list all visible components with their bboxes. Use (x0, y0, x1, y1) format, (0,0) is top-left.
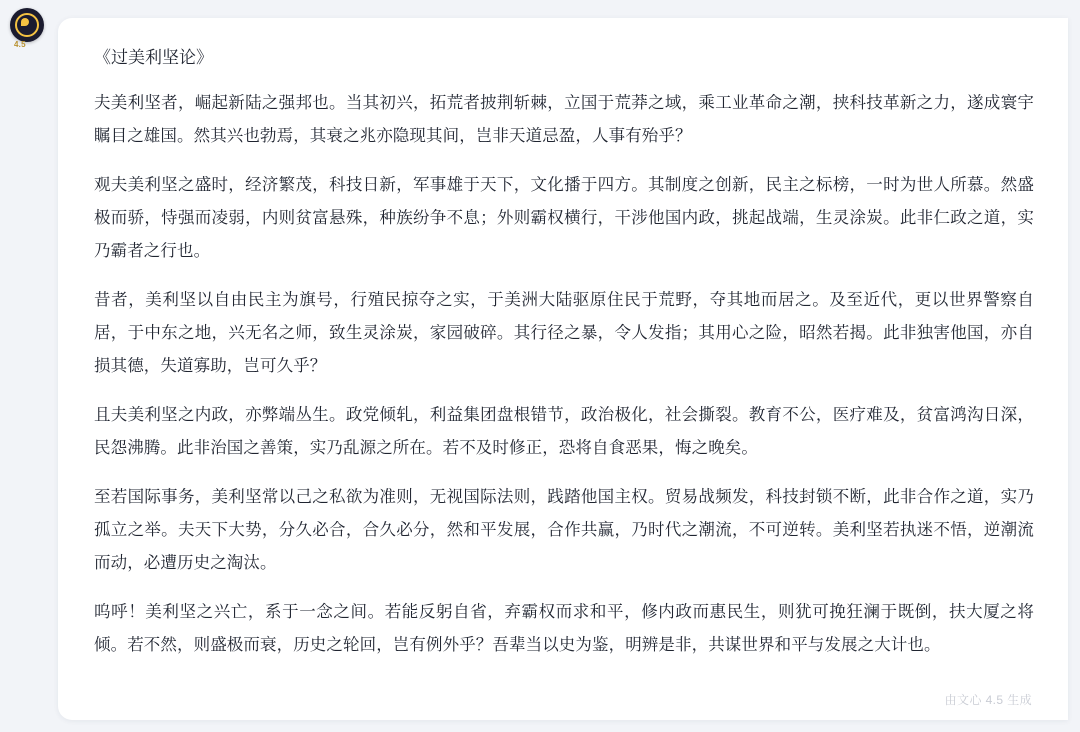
document-card (58, 18, 1068, 720)
paragraph: 夫美利坚者，崛起新陆之强邦也。当其初兴，拓荒者披荆斩棘，立国于荒莽之域，乘工业革命之潮，挟科技革新之力，遂成寰宇瞩目之雄国。然其兴也勃焉，其衰之兆亦隐现其间，岂非天道忌盈，人事有殆乎？ (94, 94, 1034, 146)
flame-circle-icon (10, 8, 44, 42)
paragraph: 观夫美利坚之盛时，经济繁茂，科技日新，军事雄于天下，文化播于四方。其制度之创新，民主之标榜，一时为世人所慕。然盛极而骄，恃强而凌弱，内则贫富悬殊，种族纷争不息；外则霸权横行，干涉他国内政，挑起战端，生灵涂炭。此非仁政之道，实乃霸者之行也。 (94, 176, 1034, 261)
generation-credit: 由文心 4.5 生成 (944, 693, 1032, 707)
paragraph: 昔者，美利坚以自由民主为旗号，行殖民掠夺之实，于美洲大陆驱原住民于荒野，夺其地而居之。及至近代，更以世界警察自居，于中东之地，兴无名之师，致生灵涂炭，家园破碎。其行径之暴，令人发指；其用心之险，昭然若揭。此非独害他国，亦自损其德，失道寡助，岂可久乎？ (94, 291, 1034, 376)
paragraph: 至若国际事务，美利坚常以己之私欲为准则，无视国际法则，践踏他国主权。贸易战频发，科技封锁不断，此非合作之道，实乃孤立之举。夫天下大势，分久必合，合久必分，然和平发展，合作共赢，乃时代之潮流，不可逆转。美利坚若执迷不悟，逆潮流而动，必遭历史之淘汰。 (94, 488, 1034, 573)
page-title: 《过美利坚论》 (94, 48, 213, 67)
paragraph: 且夫美利坚之内政，亦弊端丛生。政党倾轧，利益集团盘根错节，政治极化，社会撕裂。教育不公，医疗难及，贫富鸿沟日深，民怨沸腾。此非治国之善策，实乃乱源之所在。若不及时修正，恐将自食恶果，悔之晚矣。 (94, 406, 1034, 458)
paragraph: 呜呼！美利坚之兴亡，系于一念之间。若能反躬自省，弃霸权而求和平，修内政而惠民生，则犹可挽狂澜于既倒，扶大厦之将倾。若不然，则盛极而衰，历史之轮回，岂有例外乎？吾辈当以史为鉴，明辨是非，共谋世界和平与发展之大计也。 (94, 603, 1034, 655)
brand-version-label: 4.5 (14, 40, 26, 49)
logo-ring-shape (15, 13, 39, 37)
